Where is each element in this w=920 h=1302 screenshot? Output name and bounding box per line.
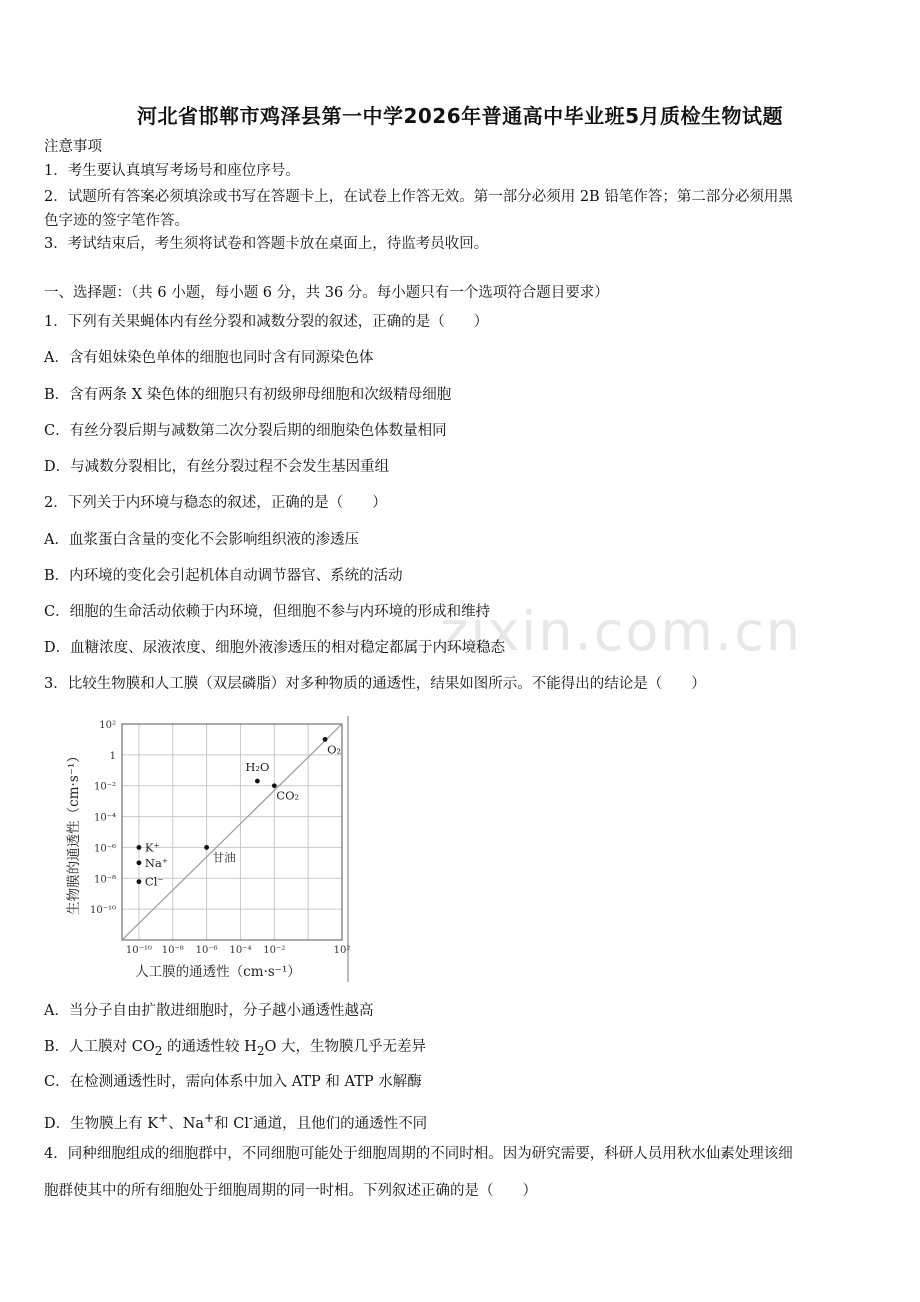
option-b-part: 的通透性较 H <box>162 1039 257 1055</box>
question-3-option-d <box>44 1107 880 1135</box>
question-2-option-b: B．内环境的变化会引起机体自动调节器官、系统的活动 <box>44 568 403 584</box>
y-tick-label: 10⁻⁸ <box>93 874 116 886</box>
superscript: + <box>204 1111 215 1125</box>
x-tick-label: 10⁻⁸ <box>161 945 184 956</box>
question-3-option-a: A．当分子自由扩散进细胞时，分子越小通透性越高 <box>44 1003 374 1019</box>
question-1-option-d: D．与减数分裂相比，有丝分裂过程不会发生基因重组 <box>44 459 390 475</box>
superscript: + <box>158 1111 169 1125</box>
data-point-label: Na⁺ <box>144 855 168 870</box>
x-tick-label: 10⁻¹⁰ <box>125 945 152 956</box>
x-axis-label: 人工膜的通透性（cm·s⁻¹） <box>135 964 301 980</box>
data-point <box>323 737 328 742</box>
y-tick-labels <box>90 720 116 916</box>
y-axis-label: 生物膜的通透性（cm·s⁻¹） <box>66 749 82 915</box>
question-3-stem: 3．比较生物膜和人工膜（双层磷脂）对多种物质的通透性，结果如图所示。不能得出的结论是（ ） <box>44 676 706 692</box>
y-tick-label: 10⁻⁴ <box>93 812 116 824</box>
question-4-stem-line2: 胞群使其中的所有细胞处于细胞周期的同一时相。下列叙述正确的是（ ） <box>44 1183 537 1199</box>
question-1-stem: 1．下列有关果蝇体内有丝分裂和减数分裂的叙述，正确的是（ ） <box>44 314 489 330</box>
data-point-label: CO₂ <box>276 788 300 803</box>
data-point <box>137 845 142 850</box>
subscript: 2 <box>256 1043 265 1058</box>
notice-item: 2．试题所有答案必须填涂或书写在答题卡上，在试卷上作答无效。第一部分必须用 2B 铅笔作答；第二部分必须用黑 <box>44 189 793 205</box>
data-point <box>137 879 142 884</box>
x-tick-label: 10⁻⁴ <box>229 945 252 956</box>
y-tick-label: 10² <box>99 720 116 731</box>
equal-permeability-line <box>122 724 342 940</box>
question-4-stem-line1: 4．同种细胞组成的细胞群中，不同细胞可能处于细胞周期的不同时相。因为研究需要，科研人员用秋水仙素处理该细 <box>44 1146 793 1162</box>
x-tick-labels <box>126 945 350 956</box>
data-point-label: K⁺ <box>144 840 160 855</box>
question-2-stem: 2．下列关于内环境与稳态的叙述，正确的是（ ） <box>44 495 387 511</box>
option-d-part: D．生物膜上有 K <box>44 1115 159 1132</box>
x-tick-label: 10² <box>333 945 351 956</box>
watermark: zixin.com.cn <box>440 600 803 663</box>
data-point-label: H₂O <box>245 760 270 775</box>
section-heading: 一、选择题：（共 6 小题，每小题 6 分，共 36 分。每小题只有一个选项符合题目要求） <box>44 285 609 301</box>
x-tick-label: 10⁻² <box>263 945 286 956</box>
question-2-option-d: D．血糖浓度、尿液浓度、细胞外液渗透压的相对稳定都属于内环境稳态 <box>44 640 506 656</box>
data-point <box>137 860 142 865</box>
question-3-option-b <box>44 1036 880 1062</box>
y-tick-label: 1 <box>109 750 116 762</box>
data-point-label: O₂ <box>327 742 342 757</box>
subscript: 2 <box>154 1043 163 1058</box>
notice-item: 色字迹的签字笔作答。 <box>44 213 189 229</box>
permeability-chart <box>60 712 360 986</box>
y-tick-label: 10⁻¹⁰ <box>89 905 116 917</box>
option-d-part: 和 Cl <box>214 1115 250 1132</box>
notice-item: 1．考生要认真填写考场号和座位序号。 <box>44 163 300 179</box>
y-tick-label: 10⁻² <box>93 781 116 793</box>
notice-item: 3．考试结束后，考生须将试卷和答题卡放在桌面上，待监考员收回。 <box>44 236 489 252</box>
x-tick-label: 10⁻⁶ <box>195 945 218 956</box>
notice-heading: 注意事项 <box>44 139 102 155</box>
data-point <box>255 779 260 784</box>
data-point-label: 甘油 <box>212 850 236 865</box>
question-3-option-c: C．在检测通透性时，需向体系中加入 ATP 和 ATP 水解酶 <box>44 1074 422 1090</box>
data-points <box>137 737 342 889</box>
data-point <box>272 783 277 788</box>
superscript: - <box>249 1111 254 1125</box>
option-b-part: B．人工膜对 CO <box>44 1039 155 1055</box>
question-1-option-a: A．含有姐妹染色单体的细胞也同时含有同源染色体 <box>44 350 374 366</box>
question-1-option-c: C．有丝分裂后期与减数第二次分裂后期的细胞染色体数量相同 <box>44 423 447 439</box>
question-1-option-b: B．含有两条 X 染色体的细胞只有初级卵母细胞和次级精母细胞 <box>44 387 452 403</box>
y-tick-label: 10⁻⁶ <box>93 843 116 855</box>
data-point <box>204 845 209 850</box>
option-d-part: 通道，且他们的通透性不同 <box>253 1115 428 1132</box>
question-2-option-a: A．血浆蛋白含量的变化不会影响组织液的渗透压 <box>44 532 359 548</box>
question-2-option-c: C．细胞的生命活动依赖于内环境，但细胞不参与内环境的形成和维持 <box>44 604 491 620</box>
data-point-label: Cl⁻ <box>144 874 164 889</box>
option-b-part: O 大，生物膜几乎无差异 <box>264 1039 426 1055</box>
page-title: 河北省邯郸市鸡泽县第一中学2026年普通高中毕业班5月质检生物试题 <box>136 104 784 128</box>
option-d-part: 、Na <box>168 1115 205 1132</box>
